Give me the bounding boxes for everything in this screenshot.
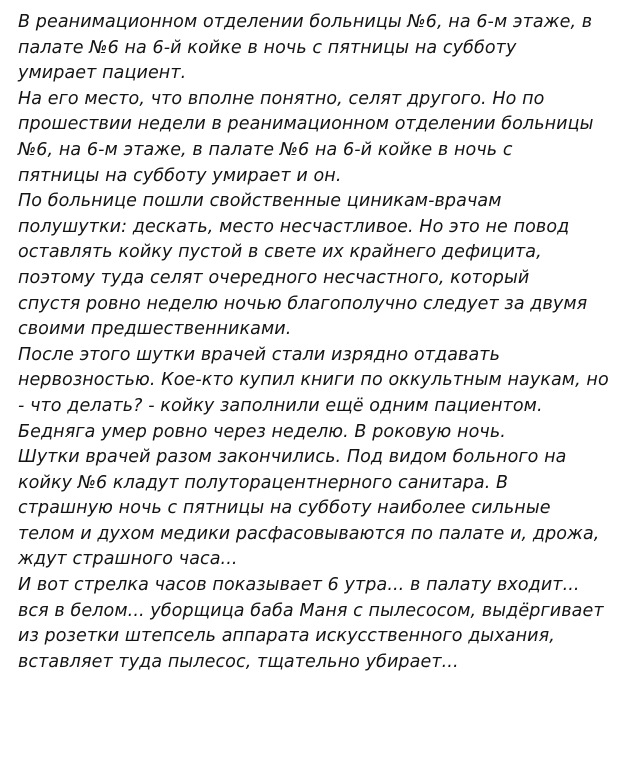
text-line: В реанимационном отделении больницы №6, на 6-м этаже, в	[18, 12, 593, 32]
text-line: из розетки штепсель аппарата искусственного дыхания,	[18, 626, 555, 647]
text-line: полушутки: дескать, место несчастливое. Но это не повод	[18, 216, 570, 237]
text-line: прошествии недели в реанимационном отделении больницы	[18, 114, 594, 135]
text-line: оставлять койку пустой в свете их крайнего дефицита,	[18, 242, 542, 263]
text-line: Шутки врачей разом закончились. Под видом больного на	[18, 447, 567, 468]
text-line: койку №6 кладут полуторацентнерного санитара. В	[18, 472, 509, 493]
text-line: страшную ночь с пятницы на субботу наиболее сильные	[18, 498, 551, 519]
text-line: нервозностью. Кое-кто купил книги по оккультным наукам, но	[18, 370, 609, 391]
text-line: И вот стрелка часов показывает 6 утра... в палату входит...	[18, 575, 580, 596]
text-line: №6, на 6-м этаже, в палате №6 на 6-й койке в ночь с	[18, 139, 513, 160]
text-line: умирает пациент.	[18, 63, 187, 84]
text-line: спустя ровно неделю ночью благополучно следует за двумя	[18, 293, 588, 314]
text-line: палате №6 на 6-й койке в ночь с пятницы на субботу	[18, 37, 517, 58]
story-text	[18, 10, 628, 675]
text-line: телом и духом медики расфасовываются по палате и, дрожа,	[18, 523, 600, 544]
text-line: вставляет туда пылесос, тщательно убирает...	[18, 651, 459, 672]
text-line: По больнице пошли свойственные циникам-врачам	[18, 191, 502, 212]
text-line: На его место, что вполне понятно, селят другого. Но по	[18, 88, 545, 109]
text-line: После этого шутки врачей стали изрядно отдавать	[18, 344, 500, 365]
text-line: поэтому туда селят очередного несчастного, который	[18, 267, 530, 288]
text-line: Бедняга умер ровно через неделю. В роковую ночь.	[18, 421, 506, 442]
text-line: ждут страшного часа...	[18, 549, 238, 570]
text-line: вся в белом... уборщица баба Маня с пылесосом, выдёргивает	[18, 600, 604, 621]
text-line: своими предшественниками.	[18, 319, 292, 340]
text-line: пятницы на субботу умирает и он.	[18, 165, 342, 186]
text-line: - что делать? - койку заполнили ещё одним пациентом.	[18, 395, 543, 416]
